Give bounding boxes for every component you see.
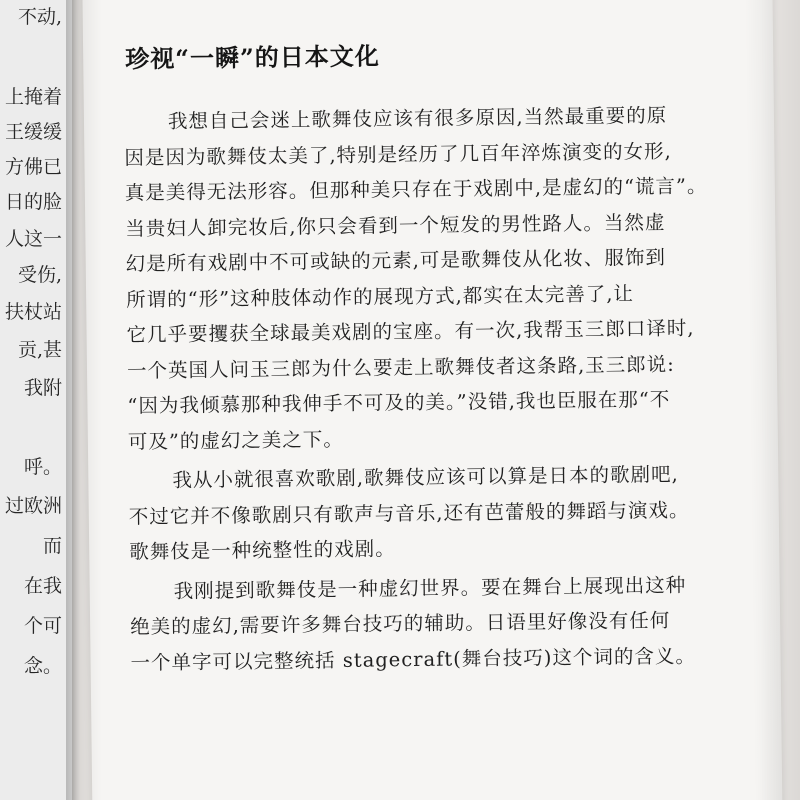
paragraph-line: 因是因为歌舞伎太美了,特别是经历了几百年淬炼演变的女形, [124, 139, 672, 169]
edge-shade [760, 0, 800, 800]
left-page-line: 而 [42, 535, 62, 557]
paragraph-line: 所谓的“形”这种肢体动作的展现方式,都实在太完善了,让 [126, 281, 635, 311]
left-page-line: 呼。 [23, 456, 62, 478]
paragraph-line: 歌舞伎是一种统整性的戏剧。 [129, 537, 396, 564]
left-page-line: 日的脸 [4, 191, 62, 213]
paragraph-line: 当贵妇人卸完妆后,你只会看到一个短发的男性路人。当然虚 [125, 210, 666, 240]
left-page-line: 王缓缓 [4, 121, 62, 143]
book-gutter-shadow [66, 0, 102, 800]
left-page-line: 在我 [23, 575, 62, 597]
left-page-line: 过欧洲 [4, 495, 62, 517]
left-page-line: 人这一 [4, 228, 62, 250]
left-page-line: 方佛已 [4, 156, 62, 178]
paragraph-line: 我刚提到歌舞伎是一种虚幻世界。要在舞台上展现出这种 [173, 573, 687, 603]
left-page-line: 扶杖站 [4, 301, 62, 323]
paragraph-line: 不过它并不像歌剧只有歌声与音乐,还有芭蕾般的舞蹈与演戏。 [128, 498, 690, 528]
left-page-line: 受伤, [17, 264, 62, 286]
paragraph-line: 我从小就很喜欢歌剧,歌舞伎应该可以算是日本的歌剧吧, [172, 462, 679, 492]
paragraph-line: 真是美得无法形容。但那种美只存在于戏剧中,是虚幻的“谎言”。 [124, 174, 708, 205]
left-page-line: 上掩着 [4, 86, 62, 108]
left-page-line: 不动, [17, 6, 62, 28]
right-page [82, 0, 783, 800]
paragraph-line: 一个单字可以完整统括 stagecraft(舞台技巧)这个词的含义。 [130, 644, 697, 674]
chapter-title: 珍视“一瞬”的日本文化 [125, 41, 380, 74]
paragraph-line: 它几乎要攫获全球最美戏剧的宝座。有一次,我帮玉三郎口译时, [126, 316, 695, 347]
paragraph-line: “因为我倾慕那种我伸手不可及的美。”没错,我也臣服在那“不 [127, 387, 671, 418]
body-text [124, 97, 721, 680]
paragraph-line: 幻是所有戏剧中不可或缺的元素,可是歌舞伎从化妆、服饰到 [125, 245, 667, 276]
paragraph-line: 可及”的虚幻之美之下。 [127, 427, 344, 453]
paragraph-line: 一个英国人问玉三郎为什么要走上歌舞伎者这条路,玉三郎说: [126, 352, 675, 382]
paragraph-line: 我想自己会迷上歌舞伎应该有很多原因,当然最重要的原 [167, 103, 668, 133]
left-page-line: 个可 [23, 615, 62, 637]
paragraph-line: 绝美的虚幻,需要许多舞台技巧的辅助。日语里好像没有任何 [130, 608, 671, 639]
left-page-line: 念。 [23, 655, 62, 677]
left-page-line: 我附 [23, 377, 62, 399]
left-page [0, 0, 72, 800]
left-page-line: 贡,甚 [17, 339, 62, 361]
